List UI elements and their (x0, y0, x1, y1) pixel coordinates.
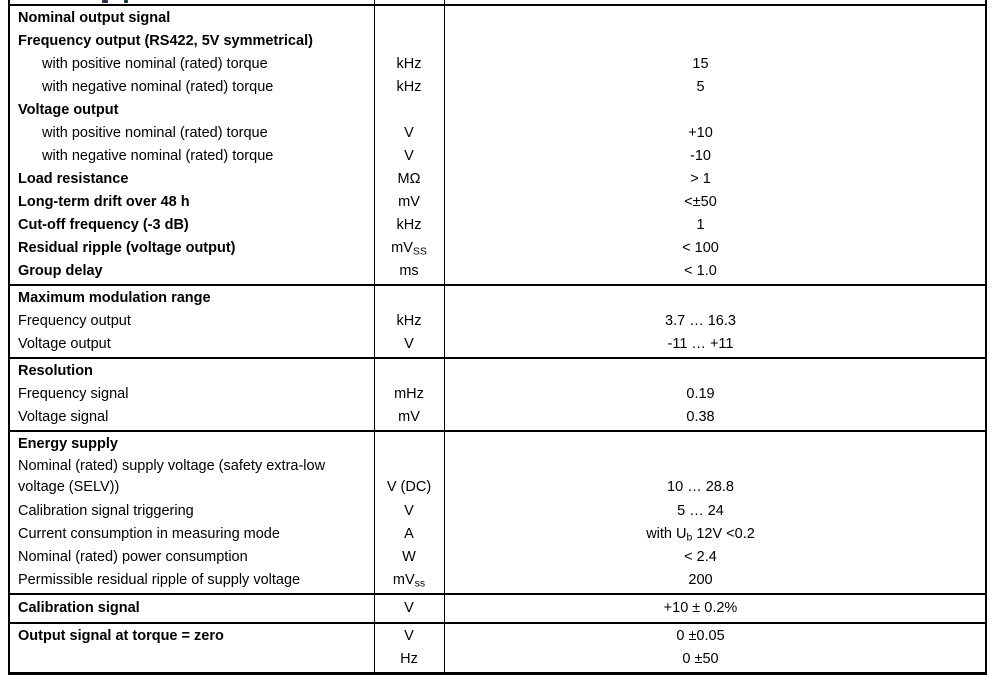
spec-value: 15 (692, 56, 709, 72)
spec-value: 10 … 28.8 (667, 479, 734, 495)
spec-row (10, 383, 985, 406)
spec-label: with negative nominal (rated) torque (42, 79, 274, 95)
spec-row (10, 333, 985, 356)
spec-label: Load resistance (18, 171, 129, 187)
spec-label: Output signal at torque = zero (18, 628, 224, 644)
spec-label: Energy supply (18, 436, 118, 452)
spec-row (10, 406, 985, 429)
spec-value: 0.38 (686, 409, 715, 425)
spec-row (10, 30, 985, 53)
spec-label: Cut-off frequency (-3 dB) (18, 217, 189, 233)
spec-row (10, 260, 985, 283)
clipped-text-remnant (102, 0, 108, 3)
spec-value: < 100 (682, 240, 719, 256)
section-energy-supply (10, 432, 985, 593)
spec-row (10, 433, 985, 456)
spec-unit: mHz (394, 386, 424, 402)
spec-unit: V (404, 336, 414, 352)
spec-unit: V (404, 600, 414, 616)
spec-label: Voltage output (18, 102, 119, 118)
spec-unit: W (402, 549, 416, 565)
spec-label: Voltage signal (18, 409, 109, 425)
spec-unit: kHz (396, 56, 422, 72)
spec-value: +10 (688, 125, 713, 141)
section-maximum-modulation-range (10, 286, 985, 357)
clipped-row-fragment (10, 0, 985, 4)
spec-unit: V (DC) (386, 479, 432, 495)
spec-table (8, 0, 987, 675)
spec-unit: MΩ (397, 171, 421, 187)
spec-label: Nominal (rated) power consumption (18, 549, 248, 565)
spec-label: with positive nominal (rated) torque (42, 125, 268, 141)
spec-unit: V (404, 628, 414, 644)
spec-label: Long-term drift over 48 h (18, 194, 190, 210)
spec-row (10, 456, 985, 500)
column-divider-unit-left (374, 0, 376, 675)
spec-row (10, 214, 985, 237)
spec-label: with negative nominal (rated) torque (42, 148, 274, 164)
spec-row (10, 625, 985, 648)
section-resolution (10, 359, 985, 430)
spec-row (10, 546, 985, 569)
spec-value: -11 … +11 (667, 336, 734, 352)
spec-label: Frequency output (18, 313, 131, 329)
spec-value: <±50 (684, 194, 717, 210)
spec-unit: mV (398, 194, 420, 210)
spec-value: < 2.4 (684, 549, 717, 565)
spec-unit: A (404, 526, 414, 542)
spec-row (10, 523, 985, 546)
spec-row (10, 168, 985, 191)
spec-value: < 1.0 (684, 263, 717, 279)
spec-label: Calibration signal triggering (18, 503, 194, 519)
spec-unit: V (404, 125, 414, 141)
spec-value: with $U_b$ 12V <0.2 (646, 526, 755, 544)
spec-label: Permissible residual ripple of supply voltage (18, 572, 301, 588)
spec-label: Frequency signal (18, 386, 129, 402)
spec-label: with positive nominal (rated) torque (42, 56, 268, 72)
spec-row (10, 99, 985, 122)
spec-row (10, 360, 985, 383)
spec-label: Nominal (rated) supply voltage (safety extra-low voltage (SELV)) (18, 458, 326, 495)
spec-label: Voltage output (18, 336, 111, 352)
clipped-text-remnant (124, 0, 128, 3)
spec-unit: kHz (396, 313, 422, 329)
spec-row (10, 569, 985, 592)
section-calibration-signal (10, 595, 985, 622)
spec-unit: V (404, 148, 414, 164)
spec-row (10, 287, 985, 310)
spec-row (10, 596, 985, 621)
spec-unit: $mV_{SS}$ (391, 240, 427, 258)
spec-row (10, 122, 985, 145)
spec-unit: ms (399, 263, 419, 279)
spec-value: 200 (688, 572, 713, 588)
spec-label: Nominal output signal (18, 10, 171, 26)
spec-label: Frequency output (RS422, 5V symmetrical) (18, 33, 313, 49)
spec-value: -10 (690, 148, 711, 164)
spec-unit: Hz (400, 651, 418, 667)
section-output-signal-at-zero (10, 624, 985, 672)
spec-value: 0 ±50 (682, 651, 719, 667)
spec-value: 5 (696, 79, 705, 95)
spec-row (10, 7, 985, 30)
spec-label: Maximum modulation range (18, 290, 211, 306)
spec-value: +10 ± 0.2% (663, 600, 738, 616)
spec-label: Resolution (18, 363, 93, 379)
spec-row (10, 145, 985, 168)
spec-row (10, 500, 985, 523)
column-divider-unit-right (444, 0, 446, 675)
spec-row (10, 237, 985, 260)
spec-value: 1 (696, 217, 705, 233)
spec-unit: mV (398, 409, 420, 425)
spec-value: 0 ±0.05 (676, 628, 725, 644)
spec-row (10, 191, 985, 214)
section-nominal-output-signal (10, 6, 985, 284)
spec-unit: $mV_{ss}$ (392, 572, 426, 590)
spec-unit: kHz (396, 217, 422, 233)
spec-label: Calibration signal (18, 600, 140, 616)
spec-unit: V (404, 503, 414, 519)
spec-value: 5 … 24 (677, 503, 724, 519)
spec-unit: kHz (396, 79, 422, 95)
spec-row (10, 310, 985, 333)
spec-row (10, 53, 985, 76)
spec-value: > 1 (690, 171, 711, 187)
spec-label: Current consumption in measuring mode (18, 526, 280, 542)
spec-row (10, 76, 985, 99)
spec-value: 3.7 … 16.3 (665, 313, 736, 329)
spec-value: 0.19 (686, 386, 715, 402)
spec-label: Residual ripple (voltage output) (18, 240, 236, 256)
spec-label: Group delay (18, 263, 103, 279)
